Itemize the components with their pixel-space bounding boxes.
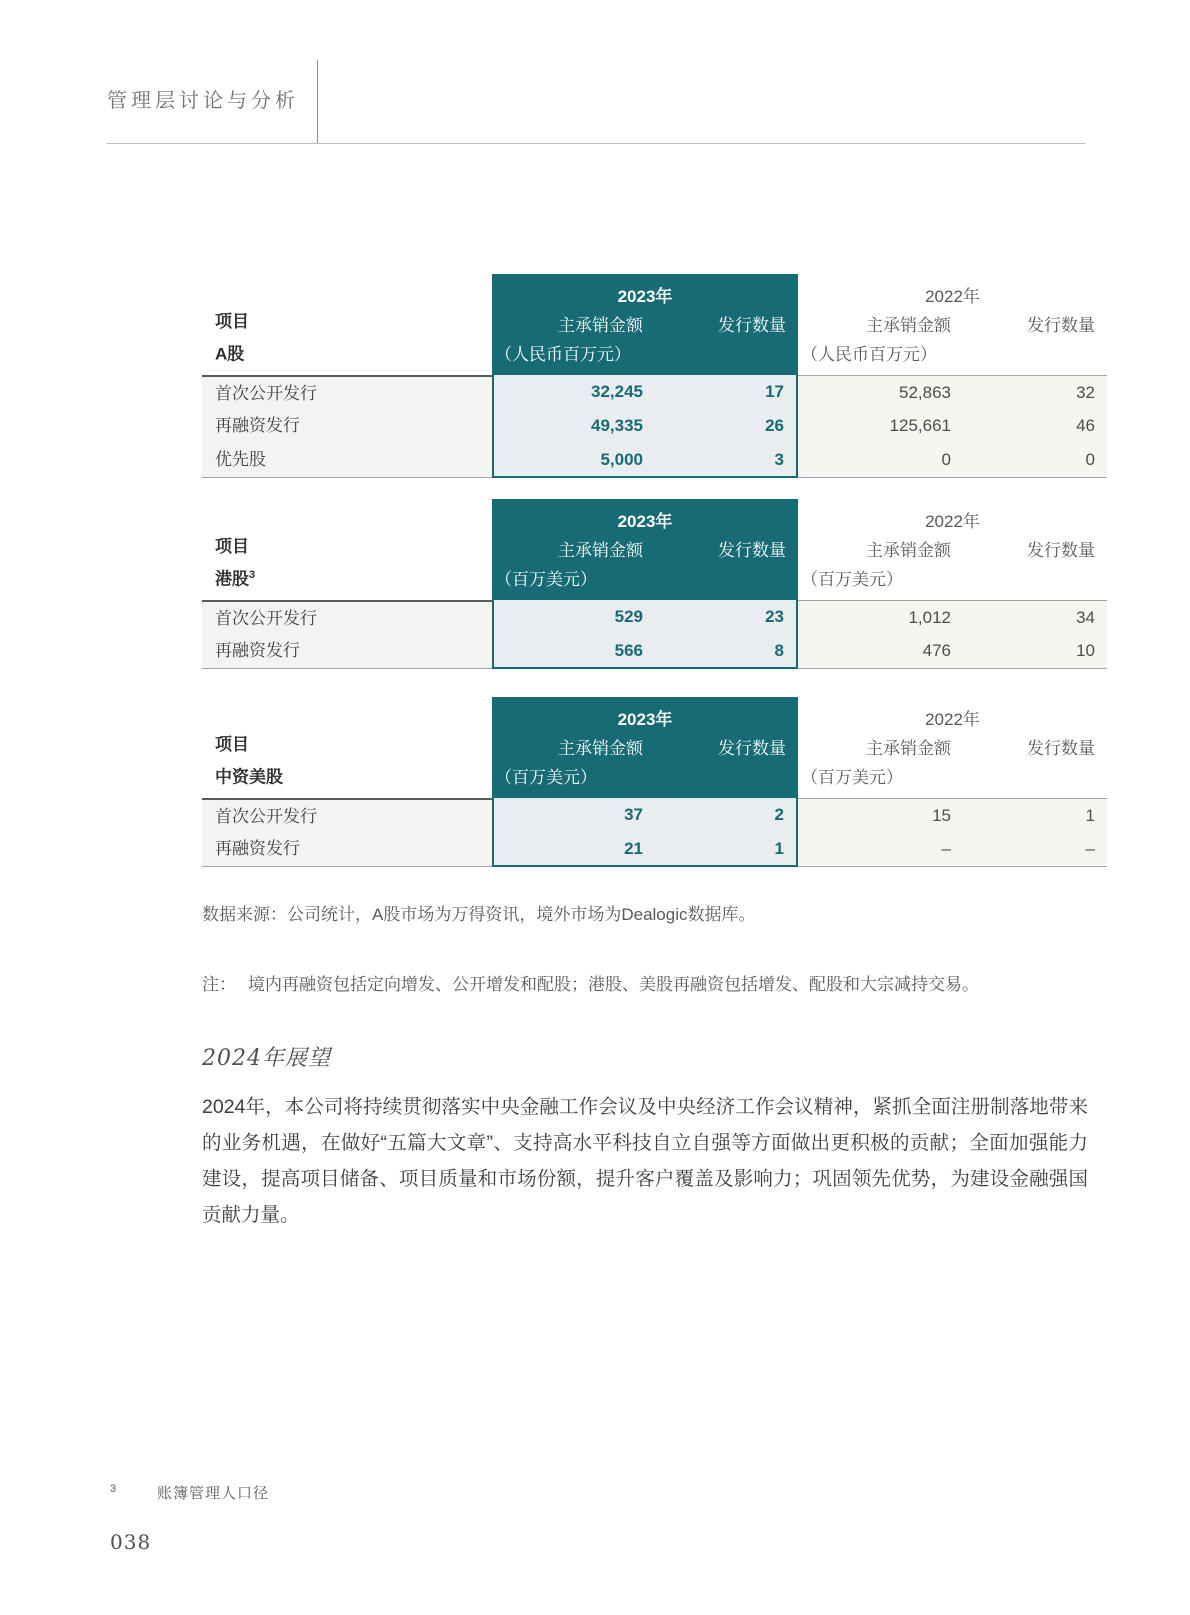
market-name: 中资美股 <box>215 768 283 787</box>
year-2023-label: 2023年 <box>617 512 673 531</box>
market-label <box>215 759 492 792</box>
count-2022-value: 46 <box>963 409 1107 443</box>
main-content <box>202 274 1107 1233</box>
count-2023-value: 2 <box>655 798 798 833</box>
unit-label-2023: （人民币百万元） <box>495 345 631 364</box>
year-2022-label: 2022年 <box>925 512 980 531</box>
tables-container <box>202 274 1107 866</box>
amount-2023-value: 21 <box>492 832 655 867</box>
row-label: 再融资发行 <box>202 634 492 669</box>
row-label: 首次公开发行 <box>202 375 492 410</box>
market-footnote-ref: 3 <box>249 569 256 582</box>
amount-2022-value: 125,661 <box>798 409 963 443</box>
amount-2022-value: 52,863 <box>798 375 963 410</box>
year-2022-header-block <box>798 274 1107 375</box>
year-2022-label: 2022年 <box>925 710 980 729</box>
count-column-header-2023: 发行数量 <box>718 739 786 758</box>
count-2022-value: 10 <box>963 634 1107 669</box>
underwriting-table <box>202 697 1107 866</box>
count-2022-value: 0 <box>963 443 1107 478</box>
footnote-line <box>202 970 1107 995</box>
table-body <box>202 798 1107 866</box>
row-label: 再融资发行 <box>202 832 492 867</box>
outlook-heading: 2024年展望 <box>202 1046 331 1071</box>
amount-column-header-2022: 主承销金额 <box>866 739 951 758</box>
year-2023-label: 2023年 <box>617 710 673 729</box>
count-2023-value: 8 <box>655 634 798 669</box>
data-source-note: 数据来源：公司统计，A股市场为万得资讯，境外市场为Dealogic数据库。 <box>202 905 756 924</box>
note-label: 注： <box>202 975 236 994</box>
row-label: 再融资发行 <box>202 409 492 443</box>
underwriting-table <box>202 499 1107 668</box>
category-header-label: 项目 <box>215 537 249 557</box>
count-column-header-2022: 发行数量 <box>1027 316 1095 335</box>
table-header <box>202 697 1107 798</box>
table-row <box>202 443 1107 477</box>
amount-2023-value: 37 <box>492 798 655 833</box>
count-2023-value: 17 <box>655 375 798 410</box>
market-name: A股 <box>215 345 245 364</box>
table-body <box>202 375 1107 477</box>
amount-2023-value: 566 <box>492 634 655 669</box>
count-column-header-2022: 发行数量 <box>1027 541 1095 560</box>
page-section-title: 管理层讨论与分析 <box>107 88 299 112</box>
year-2022-header-block <box>798 697 1107 798</box>
amount-2022-value: 0 <box>798 443 963 478</box>
category-header-label: 项目 <box>215 312 249 332</box>
year-2022-header-block <box>798 499 1107 600</box>
header-vertical-divider <box>317 60 318 143</box>
unit-label-2022: （人民币百万元） <box>801 345 937 364</box>
market-name: 港股 <box>215 570 249 589</box>
unit-label-2022: （百万美元） <box>801 570 903 589</box>
count-2022-value: – <box>963 832 1107 867</box>
table-row <box>202 375 1107 409</box>
amount-column-header-2023: 主承销金额 <box>558 541 643 560</box>
count-2023-value: 26 <box>655 409 798 443</box>
header-horizontal-rule <box>107 143 1085 144</box>
table-header <box>202 274 1107 375</box>
outlook-paragraph: 2024年，本公司将持续贯彻落实中央金融工作会议及中央经济工作会议精神，紧抓全面注册制落地带来的业务机遇，在做好“五篇大文章”、支持高水平科技自立自强等方面做出更积极的贡献；全面加强能力建设，提高项目储备、项目质量和市场份额，提升客户覆盖及影响力；巩固领先优势，为建设金融强国贡献力量。 <box>202 1096 1088 1226</box>
note-text: 境内再融资包括定向增发、公开增发和配股；港股、美股再融资包括增发、配股和大宗减持交易。 <box>248 975 979 994</box>
amount-column-header-2022: 主承销金额 <box>866 541 951 560</box>
count-2022-value: 1 <box>963 798 1107 833</box>
amount-2023-value: 529 <box>492 600 655 635</box>
count-column-header-2023: 发行数量 <box>718 541 786 560</box>
count-2023-value: 23 <box>655 600 798 635</box>
amount-2022-value: – <box>798 832 963 867</box>
unit-label-2023: （百万美元） <box>495 768 597 787</box>
underwriting-table <box>202 274 1107 477</box>
amount-2022-value: 15 <box>798 798 963 833</box>
table-row <box>202 600 1107 634</box>
amount-2023-value: 49,335 <box>492 409 655 443</box>
footnote-text: 账簿管理人口径 <box>157 1485 270 1502</box>
count-2023-value: 3 <box>655 443 798 478</box>
table-category-cell <box>202 274 492 375</box>
unit-label-2023: （百万美元） <box>495 570 597 589</box>
category-header-label: 项目 <box>215 735 249 755</box>
row-label: 优先股 <box>202 443 492 478</box>
year-2023-header-block <box>492 274 798 375</box>
count-2022-value: 34 <box>963 600 1107 635</box>
year-2022-label: 2022年 <box>925 287 980 306</box>
row-label: 首次公开发行 <box>202 600 492 635</box>
amount-2023-value: 5,000 <box>492 443 655 478</box>
market-label <box>215 336 492 369</box>
year-2023-header-block <box>492 697 798 798</box>
table-row <box>202 798 1107 832</box>
amount-column-header-2023: 主承销金额 <box>558 316 643 335</box>
amount-column-header-2022: 主承销金额 <box>866 316 951 335</box>
count-column-header-2023: 发行数量 <box>718 316 786 335</box>
table-row <box>202 634 1107 668</box>
count-2023-value: 1 <box>655 832 798 867</box>
table-category-cell <box>202 697 492 798</box>
market-label <box>215 561 492 594</box>
table-body <box>202 600 1107 668</box>
amount-column-header-2023: 主承销金额 <box>558 739 643 758</box>
amount-2022-value: 1,012 <box>798 600 963 635</box>
count-2022-value: 32 <box>963 375 1107 410</box>
year-2023-header-block <box>492 499 798 600</box>
amount-2022-value: 476 <box>798 634 963 669</box>
footnote-marker: 3 <box>110 1483 117 1495</box>
table-row <box>202 409 1107 443</box>
unit-label-2022: （百万美元） <box>801 768 903 787</box>
page-footnote <box>110 1482 269 1503</box>
page-number: 038 <box>110 1530 152 1554</box>
amount-2023-value: 32,245 <box>492 375 655 410</box>
count-column-header-2022: 发行数量 <box>1027 739 1095 758</box>
table-header <box>202 499 1107 600</box>
row-label: 首次公开发行 <box>202 798 492 833</box>
year-2023-label: 2023年 <box>617 287 673 306</box>
table-row <box>202 832 1107 866</box>
table-category-cell <box>202 499 492 600</box>
